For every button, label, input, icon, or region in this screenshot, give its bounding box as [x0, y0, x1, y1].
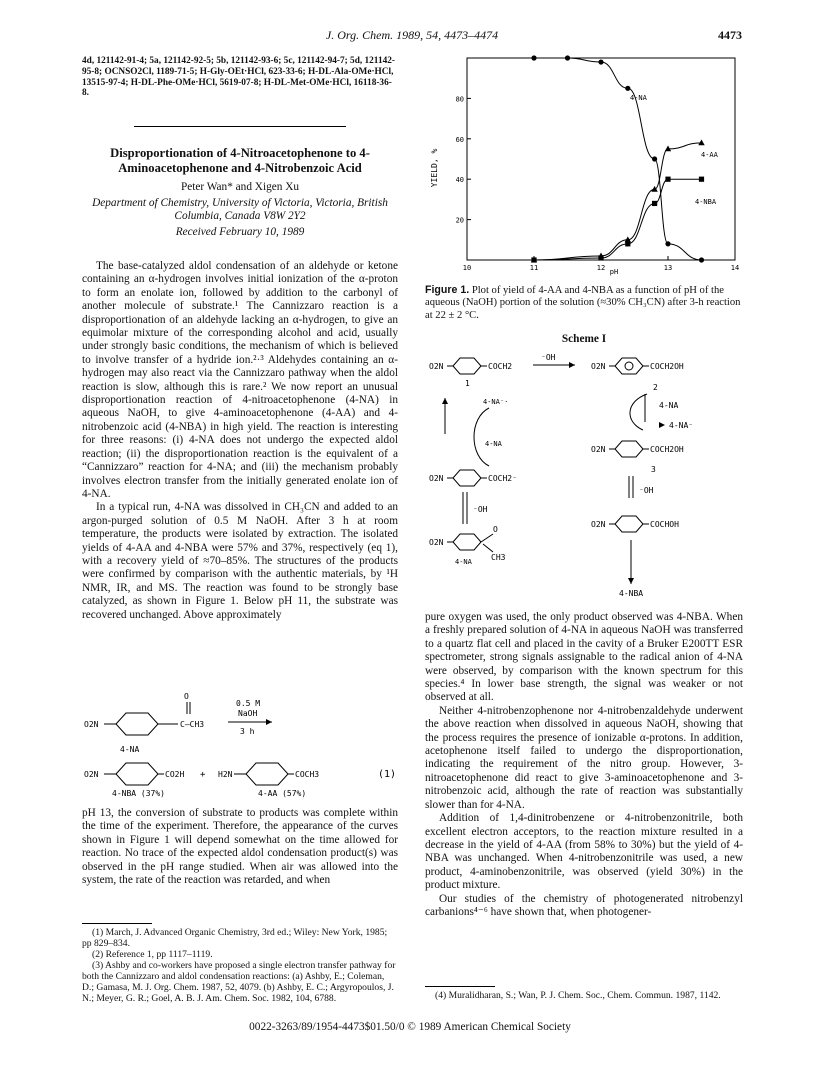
scheme-oxygen: O — [493, 525, 498, 534]
figure-caption-text: Plot of yield of 4-AA and 4-NBA as a function of pH of the aqueous (NaOH) portion of the solution (≈30% CH₃CN) after 3-h reaction at 22 ± 2 °C. — [425, 285, 741, 321]
benzene-ring — [453, 470, 481, 486]
eq-o2n-2: O2N — [84, 770, 99, 779]
eq-product1-label: 4-NBA (37%) — [112, 789, 165, 798]
scheme-o2n: O2N — [591, 362, 606, 371]
series-line-4-na — [534, 58, 702, 260]
scheme-methyl: CH3 — [491, 553, 506, 562]
article-authors: Peter Wan* and Xigen Xu — [180, 181, 300, 193]
chart-ticks — [456, 95, 740, 272]
scheme-hydroxide: ⁻OH — [473, 505, 488, 514]
paragraph: pH 13, the conversion of substrate to products was complete within the time of the experiment. Therefore, the appearance of the curves shown in Figure 1 will depend somewhat on the time allowed for reaction. No trace of the expected aldol condensation product(s) was observed in the pH range studied. When air was allowed into the system, the rate of the reaction was retarded, and when — [82, 807, 398, 887]
equation-1 — [82, 686, 398, 798]
footnote-rule — [82, 923, 152, 924]
data-point — [652, 201, 657, 206]
chart-series — [531, 55, 719, 262]
eq-ketone: C—CH3 — [180, 720, 205, 729]
series-line-4-aa — [534, 143, 702, 260]
x-tick-label: 10 — [462, 264, 472, 272]
paragraph: Addition of 1,4-dinitrobenzene or 4-nitrobenzonitrile, both excellent electron acceptors, to the reaction mixture resulted in a decrease in the yield of 4-AA (from 58% to 30%) but the yield of 4-NBA was unchanged. When 4-nitrobenzonitrile was used, a new product, 4-aminobenzonitrile, was observed (yield 30%) in the product mixture. — [425, 812, 743, 892]
scheme-compound-1: 1 — [465, 379, 470, 388]
scheme-enolate: COCH2⁻ — [488, 474, 517, 483]
section-rule — [134, 126, 346, 127]
paragraph: The base-catalyzed aldol condensation of an aldehyde or ketone containing an α-hydrogen involves initial ionization of the α-proton to form an enolate ion, followed by addition to the carbonyl of another molecule of substrate.¹ The Cannizzaro reaction is a disproportionation of an aldehyde lacking an α-hydrogen, to give an equimolar mixture of the corresponding alcohol and acid, usually under strongly basic conditions, the mechanism of which is believed to involve transfer of a hydride ion.²·³ Aldehydes containing an α-hydrogen may also react via the Cannizzaro pathway when the aldol reaction is slow, although this is rare.² We now report an unusual disproportionation reaction of 4-nitroacetophenone (4-NA) in aqueous NaOH, to give 4-aminoacetophenone (4-AA) and 4-nitrobenzoic acid (4-NBA) in high yield. The reaction is interesting for three reasons: (i) 4-NA does not undergo the expected aldol reaction; (ii) the disproportionation reaction is the equivalent of a “Cannizzaro” reaction for 4-NA; and (iii) the mechanism probably involves electron transfer from the initially generated enolate ion of 4-NA. — [82, 260, 398, 500]
eq-cond-conc: 0.5 M — [236, 699, 261, 708]
scheme-1 — [425, 346, 743, 602]
benzene-ring — [246, 763, 288, 785]
series-label: 4-AA — [701, 151, 718, 159]
data-point — [565, 55, 570, 60]
y-tick-label: 40 — [455, 176, 464, 185]
data-point — [699, 257, 704, 262]
y-tick-label: 20 — [455, 216, 464, 225]
figure-label: Figure 1. — [425, 284, 470, 296]
y-tick-label: 60 — [455, 135, 464, 144]
scheme-o2n: O2N — [429, 362, 444, 371]
eq-acid: CO2H — [165, 770, 185, 779]
benzene-ring — [116, 763, 158, 785]
paragraph: Our studies of the chemistry of photogenerated nitrobenzyl carbanions⁴⁻⁶ have shown that, when photogener- — [425, 892, 743, 918]
scheme-hydroxide: ⁻OH — [541, 353, 556, 362]
paragraph: In a typical run, 4-NA was dissolved in CH₃CN and added to an argon-purged solution of 0.5 M NaOH. After 3 h at room temperature, the products were isolated by extraction. The isolated yields of 4-AA and 4-NBA were 57% and 37%, respectively (eq 1), with a recovery yield of ≈70–85%. The structures of the products were confirmed by comparison with the authentic materials, by ¹H NMR, IR, and MS. The reaction was found to be strongly base catalyzed, as shown in Figure 1. Below pH 11, the substrate was recovered unchanged. Above approximately — [82, 501, 398, 621]
eq-oxygen: O — [184, 692, 189, 701]
scheme-label-na2: 4-NA — [485, 440, 502, 448]
scheme-hydroxide: ⁻OH — [639, 486, 654, 495]
benzene-ring — [453, 534, 481, 550]
left-body-continued — [82, 807, 398, 887]
footnote: (1) March, J. Advanced Organic Chemistry, 3rd ed.; Wiley: New York, 1985; pp 829–834. — [82, 927, 388, 949]
registry-numbers: 4d, 121142-91-4; 5a, 121142-92-5; 5b, 121142-93-6; 5c, 121142-94-7; 5d, 121142-95-8; OCNSO2Cl, 1189-71-5; H-Gly-OEt·HCl, 623-33-6; H-DL-Ala-OMe·HCl, 13515-97-4; H-DL-Phe-OMe·HCl, 5619-07-8; H-DL-Met-OMe·HCl, 16118-36-8. — [82, 56, 395, 99]
scheme-o2n: O2N — [429, 538, 444, 547]
page-footer: 0022-3263/89/1954-4473$01.50/0 © 1989 American Chemical Society — [249, 1021, 571, 1033]
eq-acetyl: COCH3 — [295, 770, 320, 779]
scheme-label-na: 4-NA⁻· — [483, 398, 509, 406]
article-heading — [82, 146, 398, 238]
data-point — [531, 55, 536, 60]
article-affiliation: Department of Chemistry, University of Victoria, Victoria, British Columbia, Canada V8W 2Y2 — [92, 197, 388, 222]
left-body — [82, 260, 398, 622]
scheme-reagent-na: 4-NA — [659, 401, 679, 410]
benzene-ring — [453, 358, 481, 374]
right-body — [425, 611, 743, 919]
journal-citation: J. Org. Chem. 1989, 54, 4473–4474 — [325, 28, 499, 42]
data-point — [699, 177, 704, 182]
eq-product2-label: 4-AA (57%) — [258, 789, 307, 798]
scheme-title: Scheme I — [561, 333, 607, 345]
footnote: (4) Muralidharan, S.; Wan, P. J. Chem. Soc., Chem. Commun. 1987, 1142. — [435, 990, 721, 1001]
y-tick-label: 80 — [455, 95, 464, 104]
series-label: 4-NBA — [695, 198, 717, 206]
data-point — [625, 86, 630, 91]
y-axis-label: YIELD, % — [430, 148, 439, 188]
scheme-o2n: O2N — [591, 445, 606, 454]
benzene-ring — [615, 516, 643, 532]
figure-1-chart — [425, 48, 743, 276]
eq-number: (1) — [378, 769, 397, 780]
scheme-o2n: O2N — [429, 474, 444, 483]
chart-axes — [467, 58, 735, 260]
eq-h2n: H2N — [218, 770, 233, 779]
scheme-product-2: COCH2OH — [650, 362, 684, 371]
received-date: Received February 10, 1989 — [175, 226, 305, 238]
plot-frame — [467, 58, 735, 260]
data-point — [598, 59, 603, 64]
eq-plus: + — [200, 770, 206, 780]
figure-caption — [425, 284, 743, 322]
eq-cond-time: 3 h — [240, 727, 255, 736]
scheme-acetyl: COCH2 — [488, 362, 513, 371]
page-number: 4473 — [718, 28, 742, 42]
scheme-compound-3: 3 — [651, 465, 656, 474]
x-axis-label: pH — [609, 268, 619, 276]
article-title: Disproportionation of 4-Nitroacetophenone to 4-Aminoacetophenone and 4-Nitrobenzoic Acid — [110, 146, 370, 175]
paragraph: Neither 4-nitrobenzophenone nor 4-nitrobenzaldehyde underwent the above reaction when dissolved in aqueous NaOH, showing that the process requires the presence of ionizable α-protons. In addition, acetophenone itself failed to undergo the disproportionation, indicating the requirement of the nitro group. However, 3-nitroacetophenone did react to give 3-aminoacetophenone and 3-nitrobenzoic acid, although the rate of reaction was substantially slower than for 4-NA. — [425, 704, 743, 811]
data-point — [665, 241, 670, 246]
right-footnote — [425, 990, 743, 1001]
benzene-ring — [615, 441, 643, 457]
scheme-compound-2: 2 — [653, 383, 658, 392]
series-label: 4-NA — [630, 94, 647, 102]
scheme-nba: 4-NBA — [619, 589, 644, 598]
eq-reactant-label: 4-NA — [120, 745, 140, 754]
x-tick-label: 14 — [730, 264, 740, 272]
data-point — [625, 241, 630, 246]
x-tick-label: 11 — [529, 264, 539, 272]
scheme-o2n: O2N — [591, 520, 606, 529]
data-point — [598, 255, 603, 260]
eq-cond-base: NaOH — [238, 709, 258, 718]
series-line-4-nba — [534, 179, 702, 260]
scheme-alcohol: COCH2OH — [650, 445, 684, 454]
footnote: (2) Reference 1, pp 1117–1119. — [92, 949, 213, 960]
scheme-carbanion: COCHOH — [650, 520, 679, 529]
data-point — [665, 177, 670, 182]
benzene-ring — [116, 713, 158, 735]
footnote-rule — [425, 986, 495, 987]
data-point — [531, 257, 536, 262]
x-tick-label: 13 — [663, 264, 673, 272]
footnote: (3) Ashby and co-workers have proposed a single electron transfer pathway for both the Cannizzaro and aldol condensation reactions: (a) Ashby, E.; Coleman, D.; Gamasa, M. J. Org. Chem. 1987, 52, 4079. (b) Ashby, E. C.; Argyropoulos, J. N.; Meyer, G. R.; Goel, A. B. J. Am. Chem. Soc. 1982, 104, 6788. — [82, 960, 396, 1004]
scheme-label-bottom: 4-NA — [455, 558, 472, 566]
benzene-ring — [615, 358, 643, 374]
footnotes — [82, 927, 398, 1004]
eq-o2n: O2N — [84, 720, 99, 729]
x-tick-label: 12 — [596, 264, 606, 272]
scheme-radical-anion: 4-NA⁻ — [669, 421, 694, 430]
paragraph: pure oxygen was used, the only product observed was 4-NBA. When a freshly prepared solution of 4-NA in aqueous NaOH was transferred to a quartz flat cell and placed in the cavity of a Bruker E200TT ESR spectrometer, strong signals assignable to the radical anion of 4-NA were observed, by comparison with the known spectrum for this species.⁴ In lower base strength, the signal was weaker or not observed at all. — [425, 611, 743, 704]
data-point — [652, 156, 657, 161]
data-point — [698, 139, 704, 145]
